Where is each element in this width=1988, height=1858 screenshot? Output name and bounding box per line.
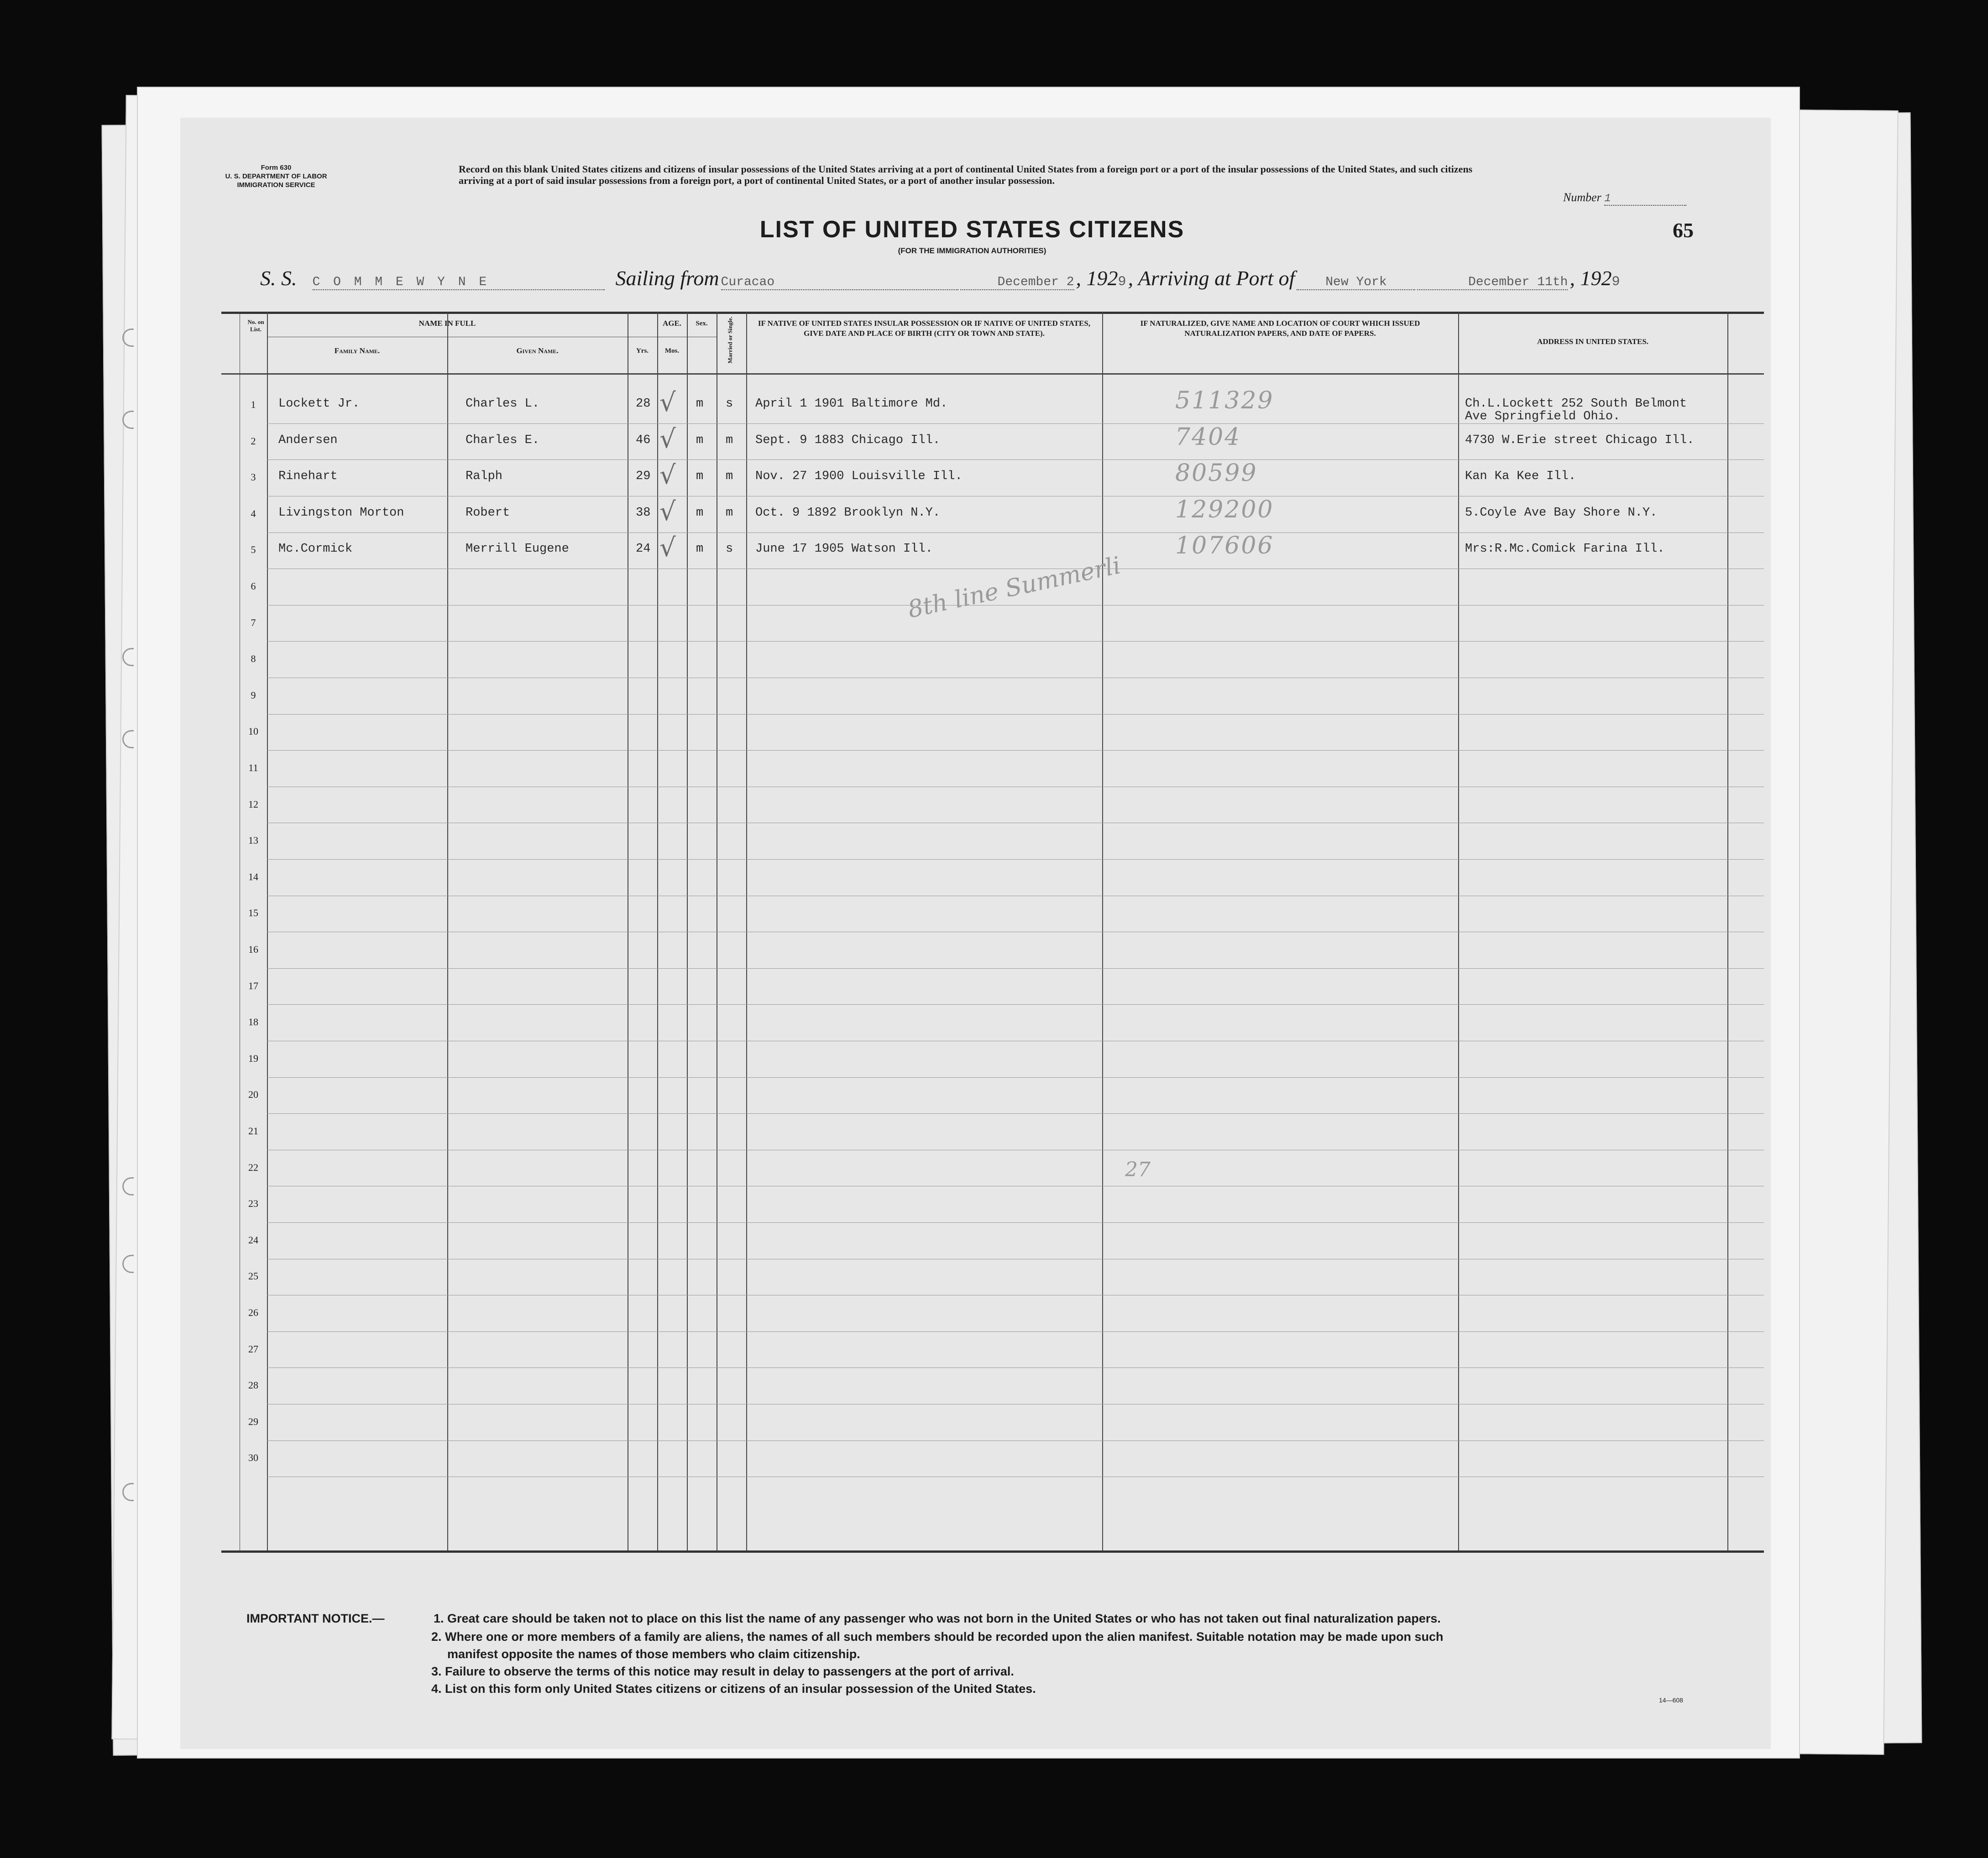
arrival-year-prefix: , 192 <box>1569 266 1612 290</box>
sailing-date: December 2 <box>960 275 1074 290</box>
age-months-checkmark: √ <box>659 388 676 418</box>
row-number: 17 <box>248 980 258 992</box>
row-number: 28 <box>248 1379 258 1391</box>
row-rule <box>267 1222 1764 1223</box>
age-months-checkmark: √ <box>659 460 676 491</box>
ship-name: C O M M E W Y N E <box>313 275 605 290</box>
stray-handwritten-mark: 27 <box>1125 1158 1151 1181</box>
department-name: U. S. DEPARTMENT OF LABOR <box>225 172 327 180</box>
birth-cell: June 17 1905 Watson Ill. <box>755 542 933 556</box>
row-number: 19 <box>248 1052 258 1064</box>
page-number: 65 <box>1673 219 1694 242</box>
age-months-checkmark: √ <box>659 424 676 454</box>
row-number: 16 <box>248 944 258 955</box>
row-number: 11 <box>248 762 258 773</box>
page-title: LIST OF UNITED STATES CITIZENS <box>759 216 1185 243</box>
age-years-cell: 38 <box>636 506 651 520</box>
sex-cell: m <box>696 506 704 520</box>
marital-status-cell: s <box>726 542 733 556</box>
arrival-port: New York <box>1297 275 1415 290</box>
column-rule <box>267 312 268 1550</box>
age-months-checkmark: √ <box>659 533 676 563</box>
naturalization-number-cell: 511329 <box>1175 387 1274 414</box>
family-name-cell: Rinehart <box>278 470 338 484</box>
row-number: 14 <box>248 871 258 882</box>
column-header-months: Mos. <box>664 347 680 355</box>
row-number: 10 <box>248 725 258 737</box>
given-name-cell: Charles E. <box>466 433 540 447</box>
column-rule <box>1727 312 1728 1550</box>
arrival-year-digit: 9 <box>1611 274 1620 290</box>
notice-item-4: 4. List on this form only United States citizens or citizens of an insular possession of the United States. <box>431 1682 1036 1696</box>
row-number: 15 <box>248 907 258 919</box>
notice-item-1: 1. Great care should be taken not to place on this list the name of any passenger who was not born in the United States or who has not taken out final naturalization papers. <box>434 1612 1441 1625</box>
naturalization-number-cell: 80599 <box>1175 459 1258 487</box>
form-number: Form 630 <box>261 164 292 172</box>
column-header-address: ADDRESS IN UNITED STATES. <box>1537 337 1649 346</box>
record-instruction: Record on this blank United States citizens and citizens of insular possessions of the United States arriving at a port of continental United States from a foreign port or a port of the insular possessions of the United States, and such citizens arriving at a port of said insular possessions from a foreign port, a port of continental United States, or a port of another insular possession. <box>459 163 1473 186</box>
number-label: Number <box>1563 191 1601 204</box>
row-number: 24 <box>248 1234 258 1246</box>
row-rule <box>267 714 1764 715</box>
age-years-cell: 24 <box>636 542 651 556</box>
marital-status-cell: m <box>726 433 733 447</box>
notice-item-2: 2. Where one or more members of a family are aliens, the names of all such members should be recorded upon the alien manifest. Suitable notation may be made upon such <box>431 1630 1444 1644</box>
sex-cell: m <box>696 470 704 484</box>
marital-status-cell: s <box>726 397 733 411</box>
row-rule <box>267 459 1764 460</box>
row-number: 26 <box>248 1307 258 1318</box>
row-number: 22 <box>248 1161 258 1173</box>
row-number: 25 <box>248 1270 258 1282</box>
address-cell: 4730 W.Erie street Chicago Ill. <box>1465 433 1695 447</box>
age-years-cell: 46 <box>636 433 651 447</box>
marital-status-cell: m <box>726 506 733 520</box>
naturalization-number-cell: 129200 <box>1175 496 1274 523</box>
row-number: 3 <box>251 471 256 483</box>
column-header-years: Yrs. <box>636 347 649 355</box>
row-number: 2 <box>251 435 256 447</box>
row-number: 21 <box>248 1125 258 1137</box>
sex-cell: m <box>696 433 704 447</box>
row-number: 30 <box>248 1452 258 1464</box>
column-header-naturalized: IF NATURALIZED, GIVE NAME AND LOCATION OF COURT WHICH ISSUED NATURALIZATION PAPERS, AND DATE OF PAPERS. <box>1140 319 1420 338</box>
row-rule <box>221 1550 1764 1553</box>
row-number: 9 <box>251 689 256 701</box>
family-name-cell: Mc.Cormick <box>278 542 353 556</box>
row-number: 6 <box>251 580 256 592</box>
address-cell-continued: Ave Springfield Ohio. <box>1465 410 1621 423</box>
row-rule <box>267 1331 1764 1332</box>
sailing-year-digit: 9 <box>1118 274 1126 290</box>
page-subtitle: (FOR THE IMMIGRATION AUTHORITIES) <box>898 246 1046 255</box>
birth-cell: Sept. 9 1883 Chicago Ill. <box>755 433 941 447</box>
ss-label: S. S. <box>260 266 297 290</box>
row-number: 13 <box>248 835 258 846</box>
row-rule <box>267 1077 1764 1078</box>
naturalization-number-cell: 7404 <box>1175 423 1241 451</box>
column-header-given-name: Given Name. <box>516 346 559 355</box>
row-number: 5 <box>251 544 256 556</box>
row-number: 23 <box>248 1198 258 1210</box>
birth-cell: Nov. 27 1900 Louisville Ill. <box>755 470 963 484</box>
row-rule <box>221 373 1764 375</box>
row-number: 1 <box>251 399 256 410</box>
column-header-married-single: Married or Single. <box>727 316 733 364</box>
citizen-list-page <box>180 118 1771 1749</box>
row-number: 20 <box>248 1089 258 1101</box>
column-header-name-in-full: NAME IN FULL <box>419 319 476 328</box>
sex-cell: m <box>696 397 704 411</box>
family-name-cell: Lockett Jr. <box>278 397 360 411</box>
row-number: 8 <box>251 653 256 665</box>
row-number: 12 <box>248 798 258 810</box>
row-rule <box>267 750 1764 751</box>
row-rule <box>267 1367 1764 1368</box>
row-rule <box>267 1004 1764 1005</box>
column-header-family-name: Family Name. <box>334 346 380 355</box>
age-years-cell: 29 <box>636 470 651 484</box>
column-header-sex: Sex. <box>696 320 708 327</box>
arriving-label: , Arriving at Port of <box>1128 266 1295 290</box>
address-cell: Ch.L.Lockett 252 South Belmont <box>1465 397 1687 411</box>
birth-cell: April 1 1901 Baltimore Md. <box>755 397 948 411</box>
address-cell: Mrs:R.Mc.Comick Farina Ill. <box>1465 542 1665 556</box>
column-header-birth: IF NATIVE OF UNITED STATES INSULAR POSSESSION OR IF NATIVE OF UNITED STATES, GIVE DATE AND PLACE OF BIRTH (CITY OR TOWN AND STATE). <box>758 319 1091 338</box>
age-months-checkmark: √ <box>659 496 676 527</box>
notice-item-3: 3. Failure to observe the terms of this notice may result in delay to passengers at the port of arrival. <box>431 1665 1014 1678</box>
column-rule <box>657 312 658 1550</box>
sailing-from-port: Curacao <box>721 275 958 290</box>
sailing-year-prefix: , 192 <box>1076 266 1118 290</box>
given-name-cell: Merrill Eugene <box>466 542 569 556</box>
service-name: IMMIGRATION SERVICE <box>237 181 315 189</box>
given-name-cell: Charles L. <box>466 397 540 411</box>
column-rule <box>1102 312 1103 1550</box>
number-value: 1 <box>1604 193 1686 206</box>
row-rule <box>267 532 1764 533</box>
column-rule <box>746 312 747 1550</box>
row-number: 29 <box>248 1415 258 1427</box>
arrival-date: December 11th <box>1417 275 1568 290</box>
row-number: 18 <box>248 1016 258 1028</box>
given-name-cell: Ralph <box>466 470 503 484</box>
row-rule <box>267 641 1764 642</box>
address-cell: 5.Coyle Ave Bay Shore N.Y. <box>1465 506 1658 520</box>
row-rule <box>267 1113 1764 1114</box>
column-rule <box>1458 312 1459 1550</box>
family-name-cell: Andersen <box>278 433 338 447</box>
row-number: 7 <box>251 616 256 628</box>
column-rule <box>687 312 688 1550</box>
sex-cell: m <box>696 542 704 556</box>
age-years-cell: 28 <box>636 397 651 411</box>
passenger-table <box>180 118 1771 1749</box>
row-rule <box>267 968 1764 969</box>
marital-status-cell: m <box>726 470 733 484</box>
birth-cell: Oct. 9 1892 Brooklyn N.Y. <box>755 506 941 520</box>
notice-heading: IMPORTANT NOTICE.— <box>246 1612 385 1625</box>
family-name-cell: Livingston Morton <box>278 506 404 520</box>
sailing-from-label: Sailing from <box>615 266 719 290</box>
row-rule <box>221 312 1764 314</box>
given-name-cell: Robert <box>466 506 510 520</box>
column-rule <box>447 312 448 1550</box>
row-number: 4 <box>251 507 256 519</box>
column-header-no: No. on List. <box>247 318 264 333</box>
notice-item-2-continued: manifest opposite the names of those members who claim citizenship. <box>447 1647 860 1661</box>
row-rule <box>267 859 1764 860</box>
handwritten-note: 8th line Summerli <box>905 552 1123 624</box>
row-rule <box>267 1440 1764 1441</box>
address-cell: Kan Ka Kee Ill. <box>1465 470 1576 484</box>
print-code: 14—608 <box>1659 1696 1683 1704</box>
column-header-age: AGE. <box>662 319 682 328</box>
row-number: 27 <box>248 1343 258 1355</box>
naturalization-number-cell: 107606 <box>1175 532 1274 560</box>
important-notice <box>246 1610 1753 1697</box>
